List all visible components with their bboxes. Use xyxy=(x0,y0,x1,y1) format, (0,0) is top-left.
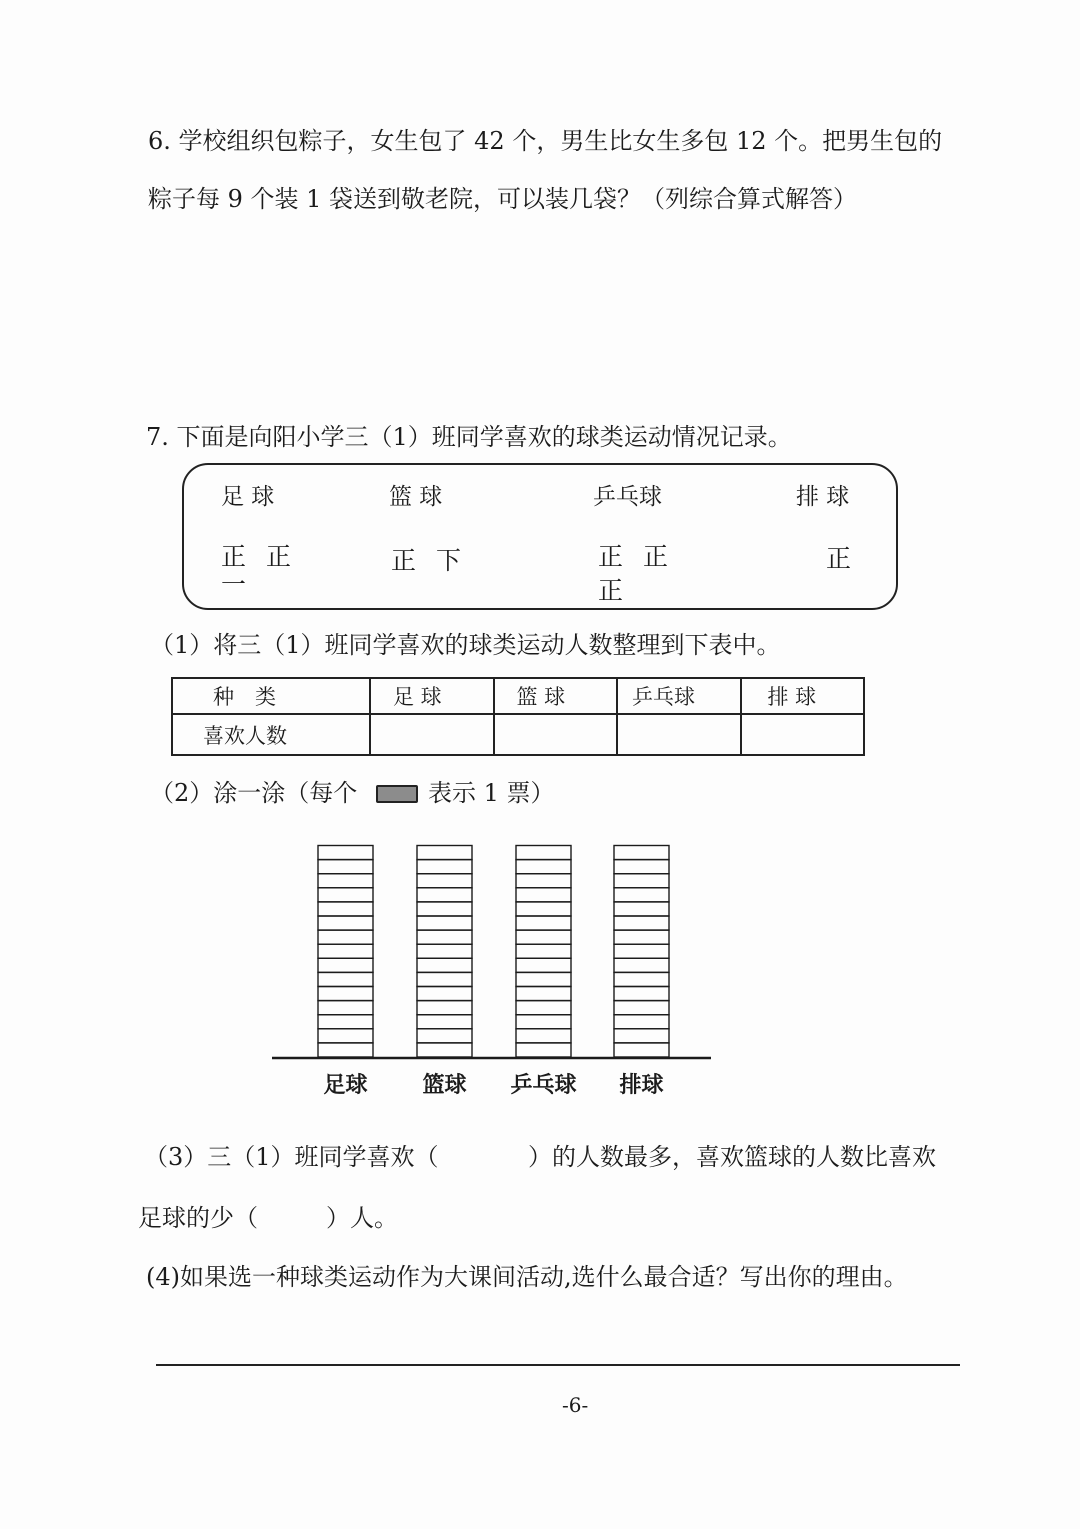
grid-cell-3-7[interactable] xyxy=(516,958,571,972)
grid-cell-1-10[interactable] xyxy=(318,916,373,930)
grid-cell-3-15[interactable] xyxy=(516,846,571,860)
tally-header-basketball: 篮 球 xyxy=(389,484,443,510)
grid-cell-3-9[interactable] xyxy=(516,930,571,944)
grid-cell-2-3[interactable] xyxy=(417,1015,472,1029)
grid-cell-1-15[interactable] xyxy=(318,846,373,860)
q7-part3-line1-b: ）的人数最多，喜欢篮球的人数比喜欢 xyxy=(528,1143,936,1171)
x-label-4: 排球 xyxy=(619,1072,664,1098)
grid-cell-2-4[interactable] xyxy=(417,1001,472,1015)
grid-cell-1-3[interactable] xyxy=(318,1015,373,1029)
tally-marks-football-1: 正 正 xyxy=(221,542,297,571)
q7-title: 7. 下面是向阳小学三（1）班同学喜欢的球类运动情况记录。 xyxy=(146,423,792,451)
tally-marks-basketball: 正 下 xyxy=(391,546,467,575)
grid-cell-4-15[interactable] xyxy=(614,846,669,860)
q7-part3-line1-a: （3）三（1）班同学喜欢（ xyxy=(144,1143,439,1171)
grid-cell-3-1[interactable] xyxy=(516,1043,571,1057)
grid-cell-1-9[interactable] xyxy=(318,930,373,944)
tally-header-football: 足 球 xyxy=(221,484,275,510)
count-table-header-football: 足 球 xyxy=(370,678,494,714)
grid-cell-2-6[interactable] xyxy=(417,972,472,986)
grid-cell-3-5[interactable] xyxy=(516,987,571,1001)
grid-cell-3-8[interactable] xyxy=(516,944,571,958)
grid-cell-4-7[interactable] xyxy=(614,958,669,972)
grid-cell-4-9[interactable] xyxy=(614,930,669,944)
tally-marks-pingpong-2: 正 xyxy=(598,576,630,605)
count-table-row-label: 喜欢人数 xyxy=(172,714,370,755)
grid-cell-2-9[interactable] xyxy=(417,930,472,944)
grid-cell-1-12[interactable] xyxy=(318,888,373,902)
grid-cell-1-2[interactable] xyxy=(318,1029,373,1043)
grid-cell-4-8[interactable] xyxy=(614,944,669,958)
grid-cell-2-2[interactable] xyxy=(417,1029,472,1043)
tally-header-pingpong: 乒乓球 xyxy=(593,484,662,510)
grid-cell-4-5[interactable] xyxy=(614,987,669,1001)
x-label-3: 乒乓球 xyxy=(510,1072,577,1098)
grid-cell-3-4[interactable] xyxy=(516,1001,571,1015)
q6-line2: 粽子每 9 个装 1 袋送到敬老院，可以装几袋？（列综合算式解答） xyxy=(148,185,858,213)
grid-cell-2-1[interactable] xyxy=(417,1043,472,1057)
q7-part1: （1）将三（1）班同学喜欢的球类运动人数整理到下表中。 xyxy=(150,631,781,659)
grid-cell-4-3[interactable] xyxy=(614,1015,669,1029)
grid-cell-4-12[interactable] xyxy=(614,888,669,902)
grid-cell-2-8[interactable] xyxy=(417,944,472,958)
grid-cell-1-11[interactable] xyxy=(318,902,373,916)
q7-part3-blank1[interactable] xyxy=(440,1142,526,1172)
q7-part2-suffix: 表示 1 票） xyxy=(428,779,555,807)
grid-cell-4-11[interactable] xyxy=(614,902,669,916)
count-table-header-pingpong: 乒乓球 xyxy=(617,678,741,714)
grid-cell-1-13[interactable] xyxy=(318,874,373,888)
count-table-header-volleyball: 排 球 xyxy=(741,678,865,714)
grid-cell-2-5[interactable] xyxy=(417,987,472,1001)
x-label-2: 篮球 xyxy=(422,1072,467,1098)
tally-header-volleyball: 排 球 xyxy=(796,484,850,510)
q7-part3-line2-b: ）人。 xyxy=(326,1204,398,1232)
grid-cell-1-5[interactable] xyxy=(318,987,373,1001)
grid-cell-2-10[interactable] xyxy=(417,916,472,930)
grid-cell-1-4[interactable] xyxy=(318,1001,373,1015)
page-number: -6- xyxy=(562,1393,589,1417)
grid-cell-4-10[interactable] xyxy=(614,916,669,930)
count-table-header-category: 种 类 xyxy=(172,678,370,714)
grid-cell-3-11[interactable] xyxy=(516,902,571,916)
grid-cell-1-7[interactable] xyxy=(318,958,373,972)
grid-cell-2-13[interactable] xyxy=(417,874,472,888)
answer-line[interactable] xyxy=(156,1364,960,1366)
grid-cell-2-15[interactable] xyxy=(417,846,472,860)
q7-part3-line2-a: 足球的少（ xyxy=(138,1204,258,1232)
q6-line1: 6. 学校组织包粽子，女生包了 42 个，男生比女生多包 12 个。把男生包的 xyxy=(148,127,943,155)
grid-cell-2-11[interactable] xyxy=(417,902,472,916)
grid-cell-4-2[interactable] xyxy=(614,1029,669,1043)
grid-cell-1-6[interactable] xyxy=(318,972,373,986)
grid-cell-1-8[interactable] xyxy=(318,944,373,958)
grid-cell-3-13[interactable] xyxy=(516,874,571,888)
grid-cell-4-13[interactable] xyxy=(614,874,669,888)
count-table-header-basketball: 篮 球 xyxy=(494,678,618,714)
grid-cell-4-4[interactable] xyxy=(614,1001,669,1015)
grid-cell-2-12[interactable] xyxy=(417,888,472,902)
grid-cell-1-14[interactable] xyxy=(318,860,373,874)
grid-cell-2-14[interactable] xyxy=(417,860,472,874)
tally-marks-pingpong-1: 正 正 xyxy=(598,542,674,571)
tally-marks-football-2: 一 xyxy=(221,570,253,599)
x-label-1: 足球 xyxy=(323,1072,368,1098)
q7-part3-blank2[interactable] xyxy=(262,1203,324,1233)
grid-cell-4-1[interactable] xyxy=(614,1043,669,1057)
q7-part4: (4)如果选一种球类运动作为大课间活动,选什么最合适？写出你的理由。 xyxy=(146,1263,908,1291)
grid-cell-2-7[interactable] xyxy=(417,958,472,972)
tally-marks-volleyball: 正 xyxy=(826,544,858,573)
grid-cell-4-6[interactable] xyxy=(614,972,669,986)
grid-cell-3-10[interactable] xyxy=(516,916,571,930)
grid-cell-3-14[interactable] xyxy=(516,860,571,874)
grid-cell-3-12[interactable] xyxy=(516,888,571,902)
grid-cell-3-2[interactable] xyxy=(516,1029,571,1043)
grid-cell-1-1[interactable] xyxy=(318,1043,373,1057)
grid-cell-4-14[interactable] xyxy=(614,860,669,874)
grid-cell-3-3[interactable] xyxy=(516,1015,571,1029)
q7-part2-prefix: （2）涂一涂（每个 xyxy=(150,779,358,807)
grid-cell-3-6[interactable] xyxy=(516,972,571,986)
